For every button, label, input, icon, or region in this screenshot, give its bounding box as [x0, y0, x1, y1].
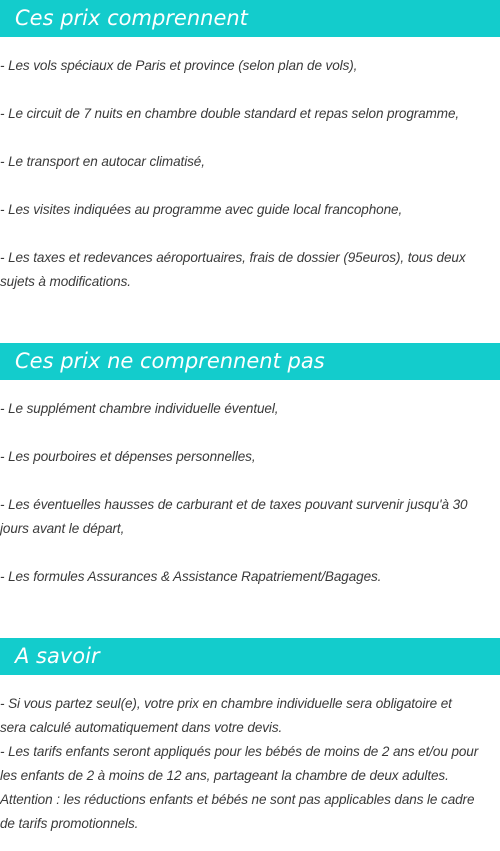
included-item-circuit: - Le circuit de 7 nuits en chambre double standard et repas selon programme, [0, 106, 460, 121]
section-title-info: A savoir [0, 638, 500, 675]
info-line-attention-cont: de tarifs promotionnels. [0, 816, 139, 831]
included-item-transport: - Le transport en autocar climatisé, [0, 154, 205, 169]
info-line-solo-cont: sera calculé automatiquement dans votre devis. [0, 720, 283, 735]
info-line-solo: - Si vous partez seul(e), votre prix en chambre individuelle sera obligatoire et [0, 696, 452, 711]
excluded-item-insurance: - Les formules Assurances & Assistance Rapatriement/Bagages. [0, 569, 382, 584]
section-title-included: Ces prix comprennent [0, 0, 500, 37]
excluded-item-tips: - Les pourboires et dépenses personnelles, [0, 449, 256, 464]
included-item-visits: - Les visites indiquées au programme avec guide local francophone, [0, 202, 403, 217]
info-line-children-cont: les enfants de 2 à moins de 12 ans, partageant la chambre de deux adultes. [0, 768, 449, 783]
excluded-item-fuel: - Les éventuelles hausses de carburant et de taxes pouvant survenir jusqu'à 30 [0, 497, 468, 512]
included-item-flights: - Les vols spéciaux de Paris et province (selon plan de vols), [0, 58, 358, 73]
excluded-item-fuel-cont: jours avant le départ, [0, 521, 125, 536]
info-line-attention: Attention : les réductions enfants et bébés ne sont pas applicables dans le cadre [0, 792, 475, 807]
info-line-children: - Les tarifs enfants seront appliqués pour les bébés de moins de 2 ans et/ou pour [0, 744, 479, 759]
included-item-taxes: - Les taxes et redevances aéroportuaires, frais de dossier (95euros), tous deux [0, 250, 466, 265]
excluded-item-single-room: - Le supplément chambre individuelle éventuel, [0, 401, 279, 416]
section-title-excluded: Ces prix ne comprennent pas [0, 343, 500, 380]
included-item-taxes-cont: sujets à modifications. [0, 274, 131, 289]
